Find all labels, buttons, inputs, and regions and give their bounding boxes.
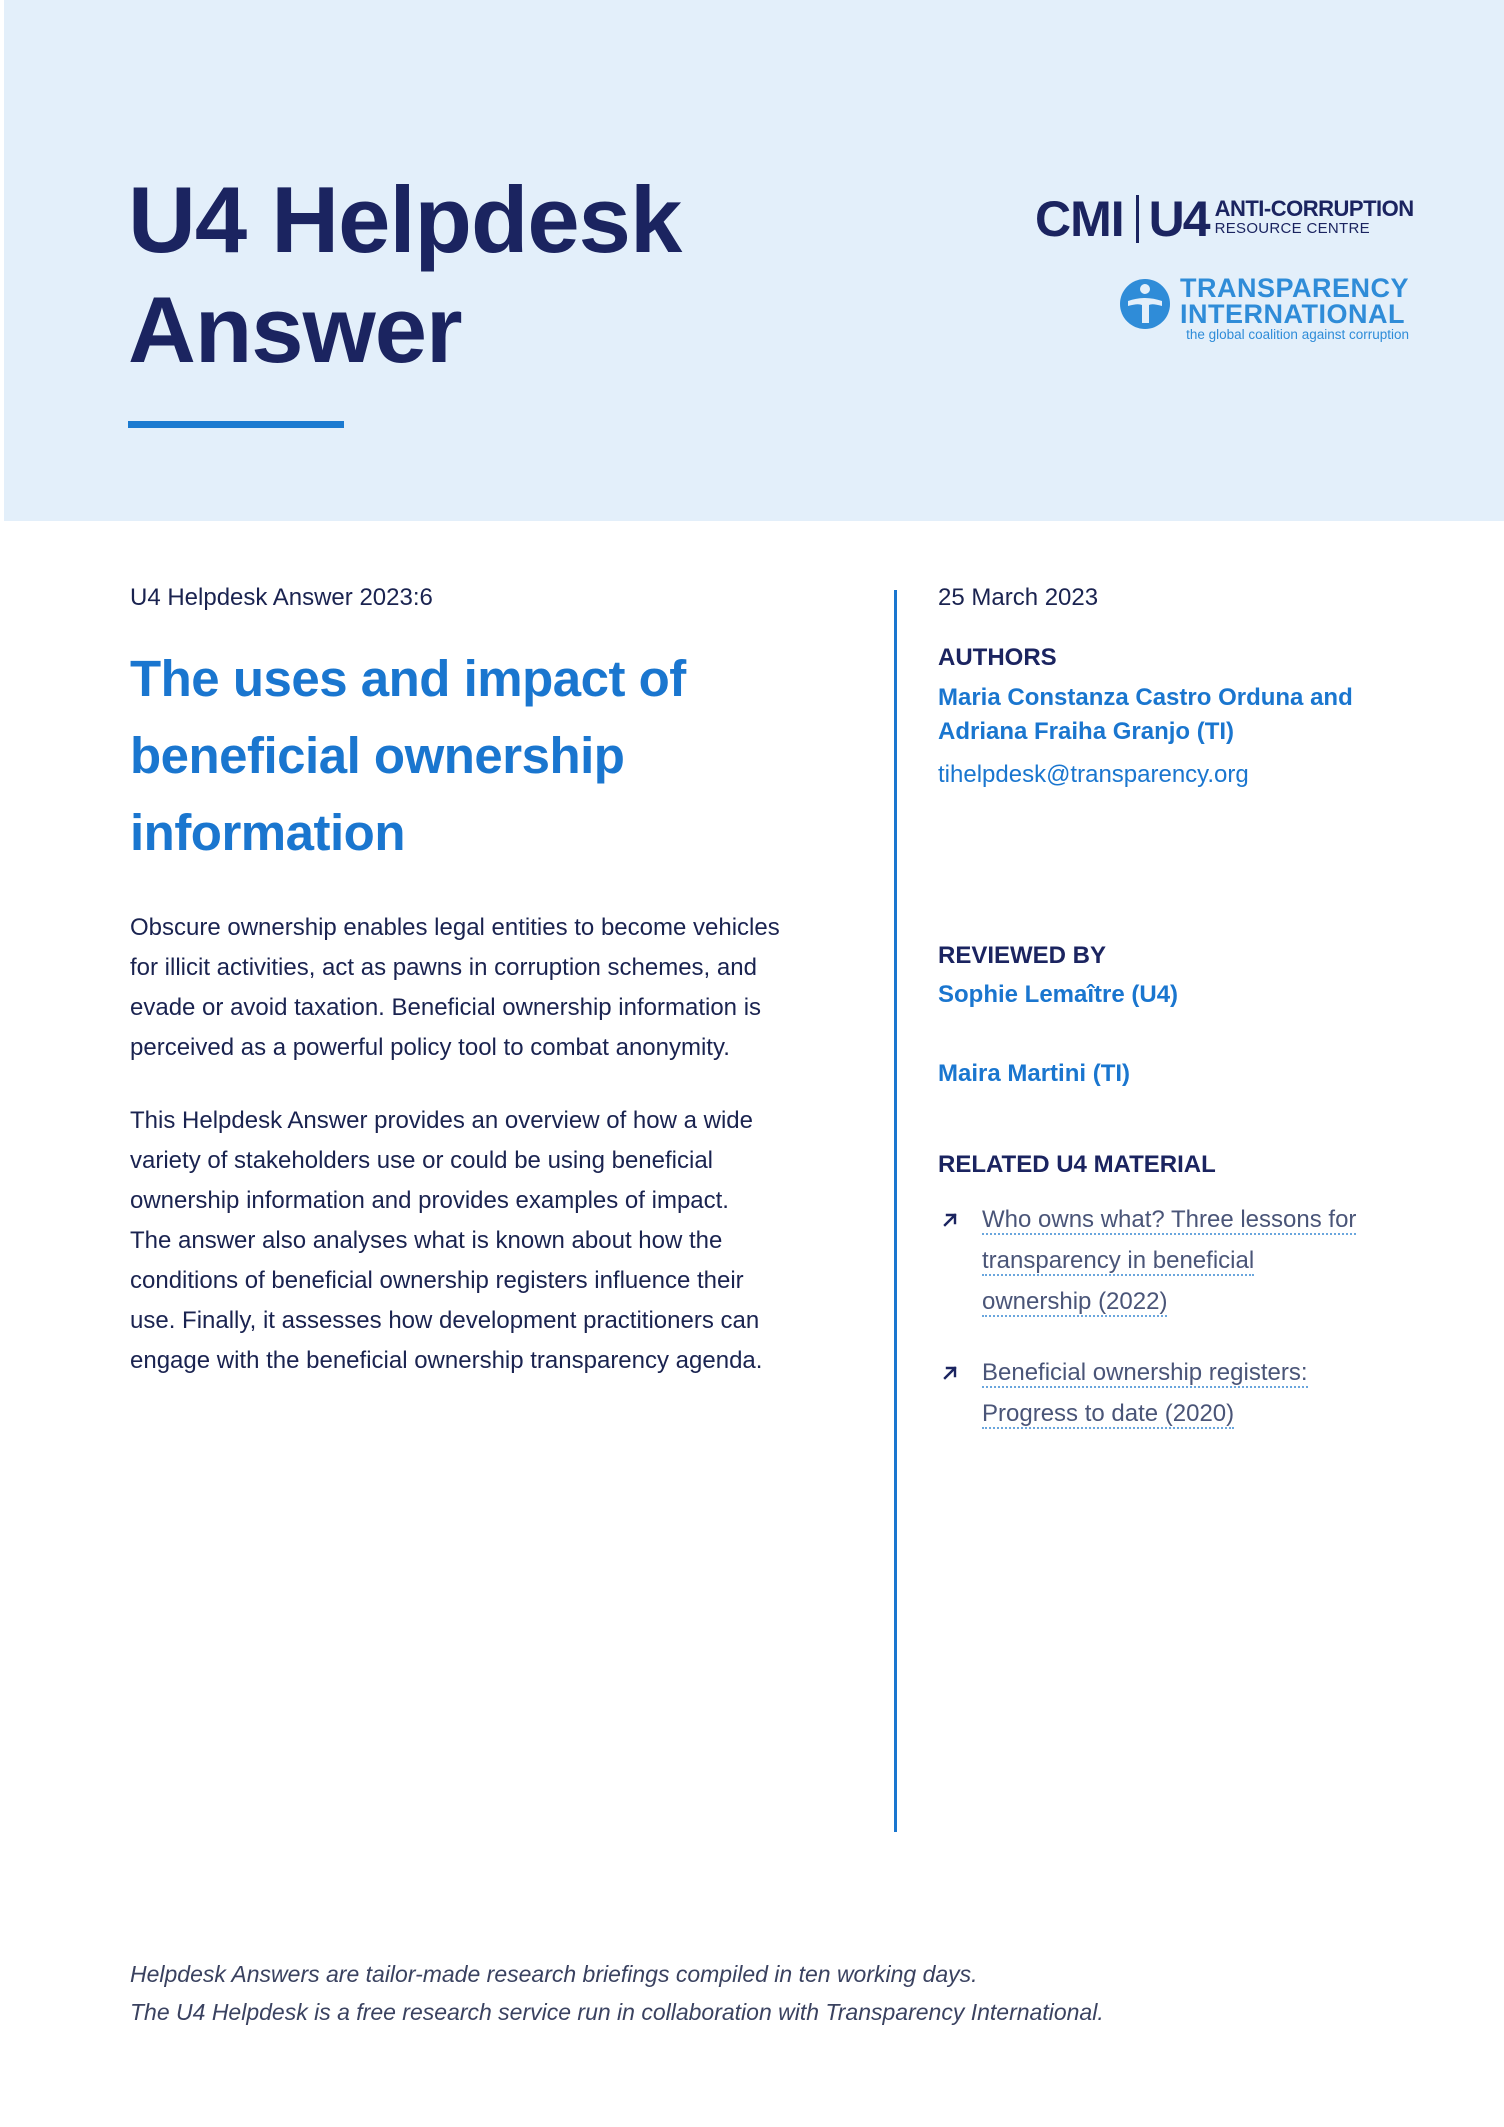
ti-logo-line2: INTERNATIONAL (1180, 299, 1405, 329)
ti-logo-line1: TRANSPARENCY (1180, 273, 1410, 303)
external-arrow-icon (938, 1208, 962, 1232)
column-divider (894, 590, 897, 1832)
footer-note: Helpdesk Answers are tailor-made research briefings compiled in ten working days. The U4 Helpdesk is a free research service run in collaboration with Transparency International. (130, 1961, 1104, 2025)
ti-emblem-icon (1118, 277, 1172, 331)
series-number: U4 Helpdesk Answer 2023:6 (130, 584, 433, 611)
abstract-paragraph-2: This Helpdesk Answer provides an overview of how a wide variety of stakeholders use or could be using beneficial ownership information and provides examples of impact. The answer also analyses what is known about how the conditions of beneficial ownership registers influence their use. Finally, it assesses how development practitioners can engage with the beneficial ownership transparency agenda. (130, 1107, 763, 1374)
external-arrow-icon (938, 1361, 962, 1385)
u4-logo-subtitle: ANTI-CORRUPTION RESOURCE CENTRE (1214, 196, 1414, 237)
related-material-item[interactable] (938, 1352, 1308, 1434)
authors-names: Maria Constanza Castro Orduna and Adriana Fraiha Granjo (TI) (938, 684, 1353, 745)
doc-type-line: Answer (128, 277, 462, 382)
related-material-link[interactable]: Beneficial ownership registers: Progress to date (2020) (982, 1359, 1308, 1427)
authors-label: AUTHORS (938, 644, 1057, 671)
document-type-heading (128, 165, 681, 385)
u4-logo-text: U4 (1148, 191, 1209, 247)
publication-date: 25 March 2023 (938, 584, 1099, 611)
related-material-link[interactable]: Who owns what? Three lessons for transparency in beneficial ownership (2022) (982, 1206, 1357, 1315)
cmi-logo-text: CMI (1035, 191, 1124, 247)
reviewer-name: Sophie Lemaître (U4) (938, 981, 1179, 1008)
title-rule (128, 421, 344, 428)
logo-divider (1136, 195, 1139, 243)
reviewer-name: Maira Martini (TI) (938, 1060, 1131, 1087)
cmi-u4-logo (1035, 192, 1414, 246)
abstract-paragraph-1: Obscure ownership enables legal entities to become vehicles for illicit activities, act as pawns in corruption schemes, and evade or avoid taxation. Beneficial ownership information is perceived as a powerful policy tool to combat anonymity. (130, 914, 780, 1061)
transparency-international-logo (1118, 275, 1409, 345)
related-material-label: RELATED U4 MATERIAL (938, 1151, 1216, 1178)
page-title: The uses and impact of beneficial ownership information (130, 650, 686, 861)
related-material-item[interactable] (938, 1199, 1356, 1322)
reviewed-by-label: REVIEWED BY (938, 942, 1107, 969)
doc-type-line: U4 Helpdesk (128, 167, 682, 272)
contact-email-link[interactable]: tihelpdesk@transparency.org (938, 761, 1249, 788)
ti-logo-tagline: the global coalition against corruption (1186, 327, 1410, 342)
